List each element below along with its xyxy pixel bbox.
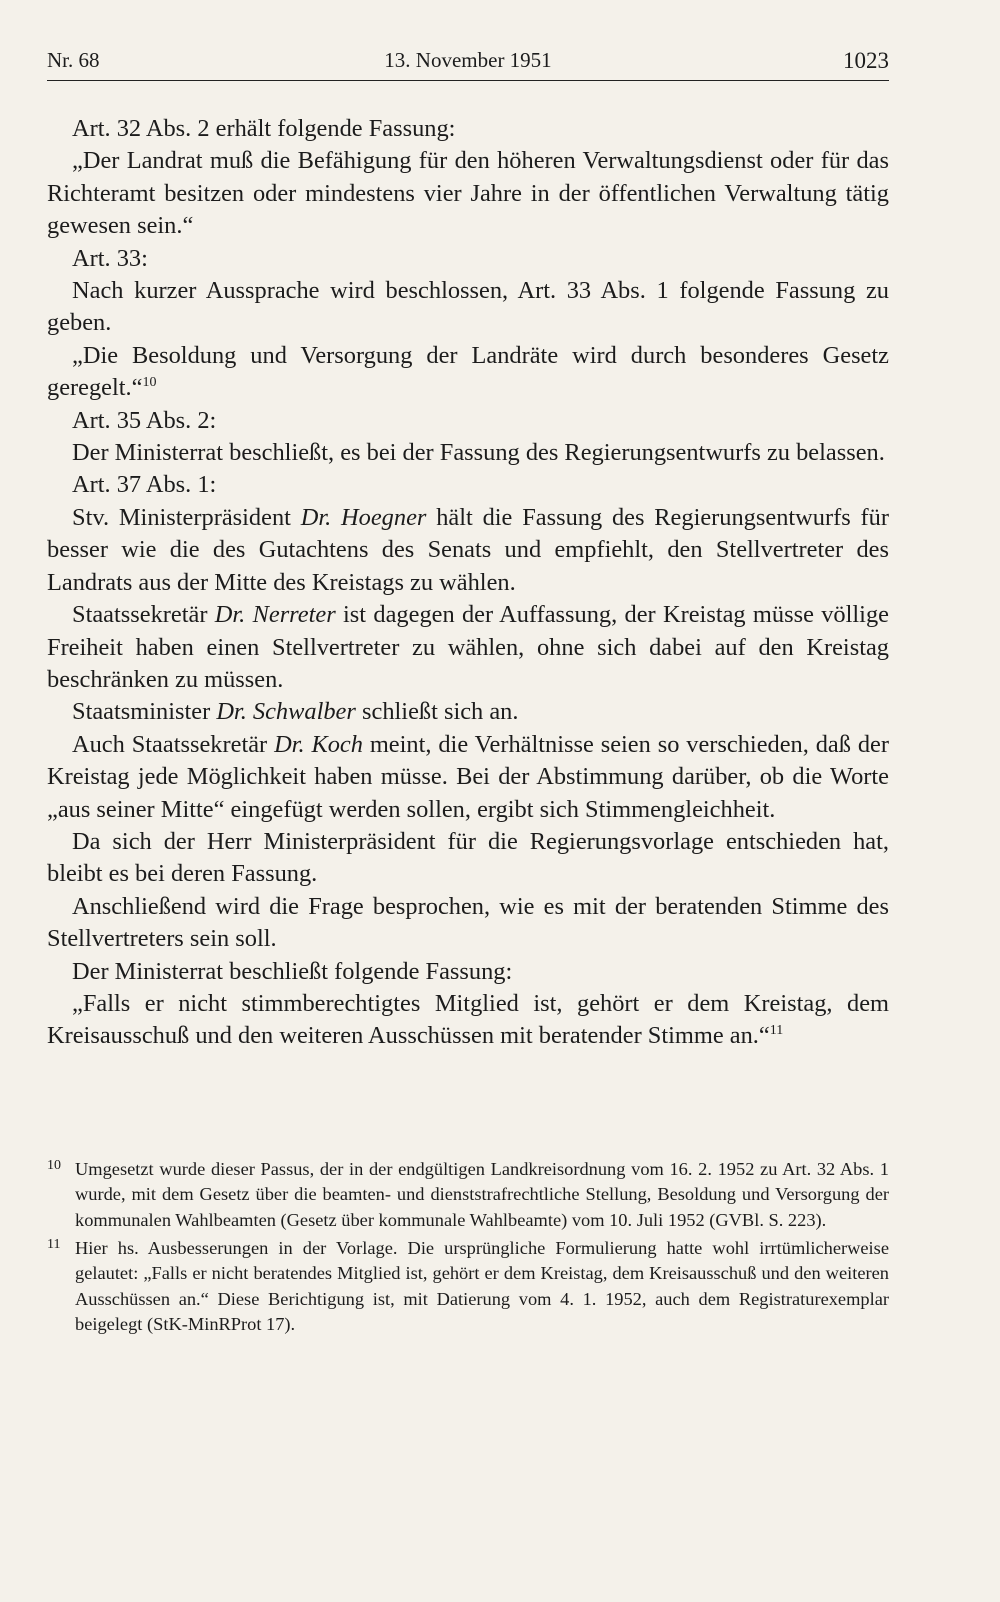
footnote-number: 10 [47, 1157, 61, 1173]
paragraph-text: „Die Besoldung und Versorgung der Landräte wird durch besonderes Gesetz geregelt.“ [47, 341, 889, 402]
paragraph-text: Staatssekretär [72, 601, 208, 629]
paragraph: Art. 35 Abs. 2: [72, 406, 217, 434]
paragraph-text: Auch Staatssekretär [72, 730, 268, 758]
paragraph: Nach kurzer Aussprache wird beschlossen, Art. 33 Abs. 1 folgende Fassung zu geben. [47, 277, 889, 337]
document-number: Nr. 68 [47, 48, 100, 72]
document-page [47, 48, 889, 1340]
paragraph: Art. 37 Abs. 1: [72, 471, 217, 499]
footnote-number: 11 [47, 1236, 61, 1252]
paragraph [47, 696, 889, 728]
paragraph-text: schließt sich an. [362, 698, 519, 726]
footnote [47, 1236, 889, 1338]
paragraph: Anschließend wird die Frage besprochen, wie es mit der beratenden Stimme des Stellvertreters sein soll. [47, 892, 889, 953]
person-name: Dr. Koch [274, 730, 363, 758]
footnote-text: Umgesetzt wurde dieser Passus, der in der endgültigen Landkreisordnung vom 16. 2. 1952 zu Art. 32 Abs. 1 wurde, mit dem Gesetz über die beamten- und dienststrafrechtliche Stellung, Besoldung und Versorgung der kommunalen Wahlbeamten (Gesetz über kommunale Wahlbeamte) vom 10. Juli 1952 (GVBl. S. 223). [75, 1158, 889, 1230]
page-header [47, 48, 889, 81]
page-number: 1023 [843, 48, 889, 73]
person-name: Dr. Nerreter [214, 601, 336, 629]
paragraph [47, 599, 889, 696]
paragraph-text: Staatsminister [72, 698, 211, 726]
paragraph [47, 729, 889, 826]
paragraph-text: hält die Fassung des Regierungsentwurfs für besser wie die des Gutachtens des Senats und empfiehlt, den Stellvertreter des Landrats aus der Mitte des Kreistags zu wählen. [47, 503, 889, 596]
paragraph: „Der Landrat muß die Befähigung für den höheren Verwaltungsdienst oder für das Richteramt besitzen oder mindestens vier Jahre in der öffentlichen Verwaltung tätig gewesen sein.“ [47, 147, 889, 240]
footnote-reference: 10 [142, 375, 157, 391]
paragraph [47, 502, 889, 599]
paragraph-text: Stv. Ministerpräsident [72, 503, 291, 531]
person-name: Dr. Schwalber [216, 698, 356, 726]
main-text [47, 113, 889, 1053]
document-date: 13. November 1951 [384, 48, 552, 72]
footnote-reference: 11 [769, 1023, 784, 1039]
paragraph: Der Ministerrat beschließt, es bei der Fassung des Regierungsentwurfs zu belassen. [72, 439, 885, 467]
paragraph: Art. 32 Abs. 2 erhält folgende Fassung: [72, 115, 456, 142]
paragraph: Da sich der Herr Ministerpräsident für die Regierungsvorlage entschieden hat, bleibt es bei deren Fassung. [47, 827, 889, 888]
paragraph-text: ist dagegen der Auffassung, der Kreistag müsse völlige Freiheit haben einen Stellvertreter zu wählen, ohne sich dabei auf den Kreistag beschränken zu müssen. [47, 601, 889, 693]
paragraph: Art. 33: [72, 244, 148, 272]
footnote-text: Hier hs. Ausbesserungen in der Vorlage. Die ursprüngliche Formulierung hatte wohl irrtümlicherweise gelautet: „Falls er nicht beratendes Mitglied ist, gehört er dem Kreistag, dem Kreisausschuß und den weiteren Ausschüssen an.“ Diese Berichtigung ist, mit Datierung vom 4. 1. 1952, auch dem Registraturexemplar beigelegt (StK-MinRProt 17). [75, 1237, 889, 1335]
paragraph-text: meint, die Verhältnisse seien so verschieden, daß der Kreistag jede Möglichkeit haben müsse. Bei der Abstimmung darüber, ob die Worte „aus seiner Mitte“ eingefügt werden sollen, ergibt sich Stimmengleichheit. [47, 730, 889, 823]
footnotes [47, 1157, 889, 1338]
footnote [47, 1157, 889, 1234]
paragraph-text: „Falls er nicht stimmberechtigtes Mitglied ist, gehört er dem Kreistag, dem Kreisausschuß und den weiteren Ausschüssen mit beratender Stimme an.“ [47, 989, 889, 1050]
paragraph [47, 340, 889, 405]
person-name: Dr. Hoegner [300, 503, 427, 531]
paragraph: Der Ministerrat beschließt folgende Fassung: [72, 957, 513, 985]
paragraph [47, 988, 889, 1053]
